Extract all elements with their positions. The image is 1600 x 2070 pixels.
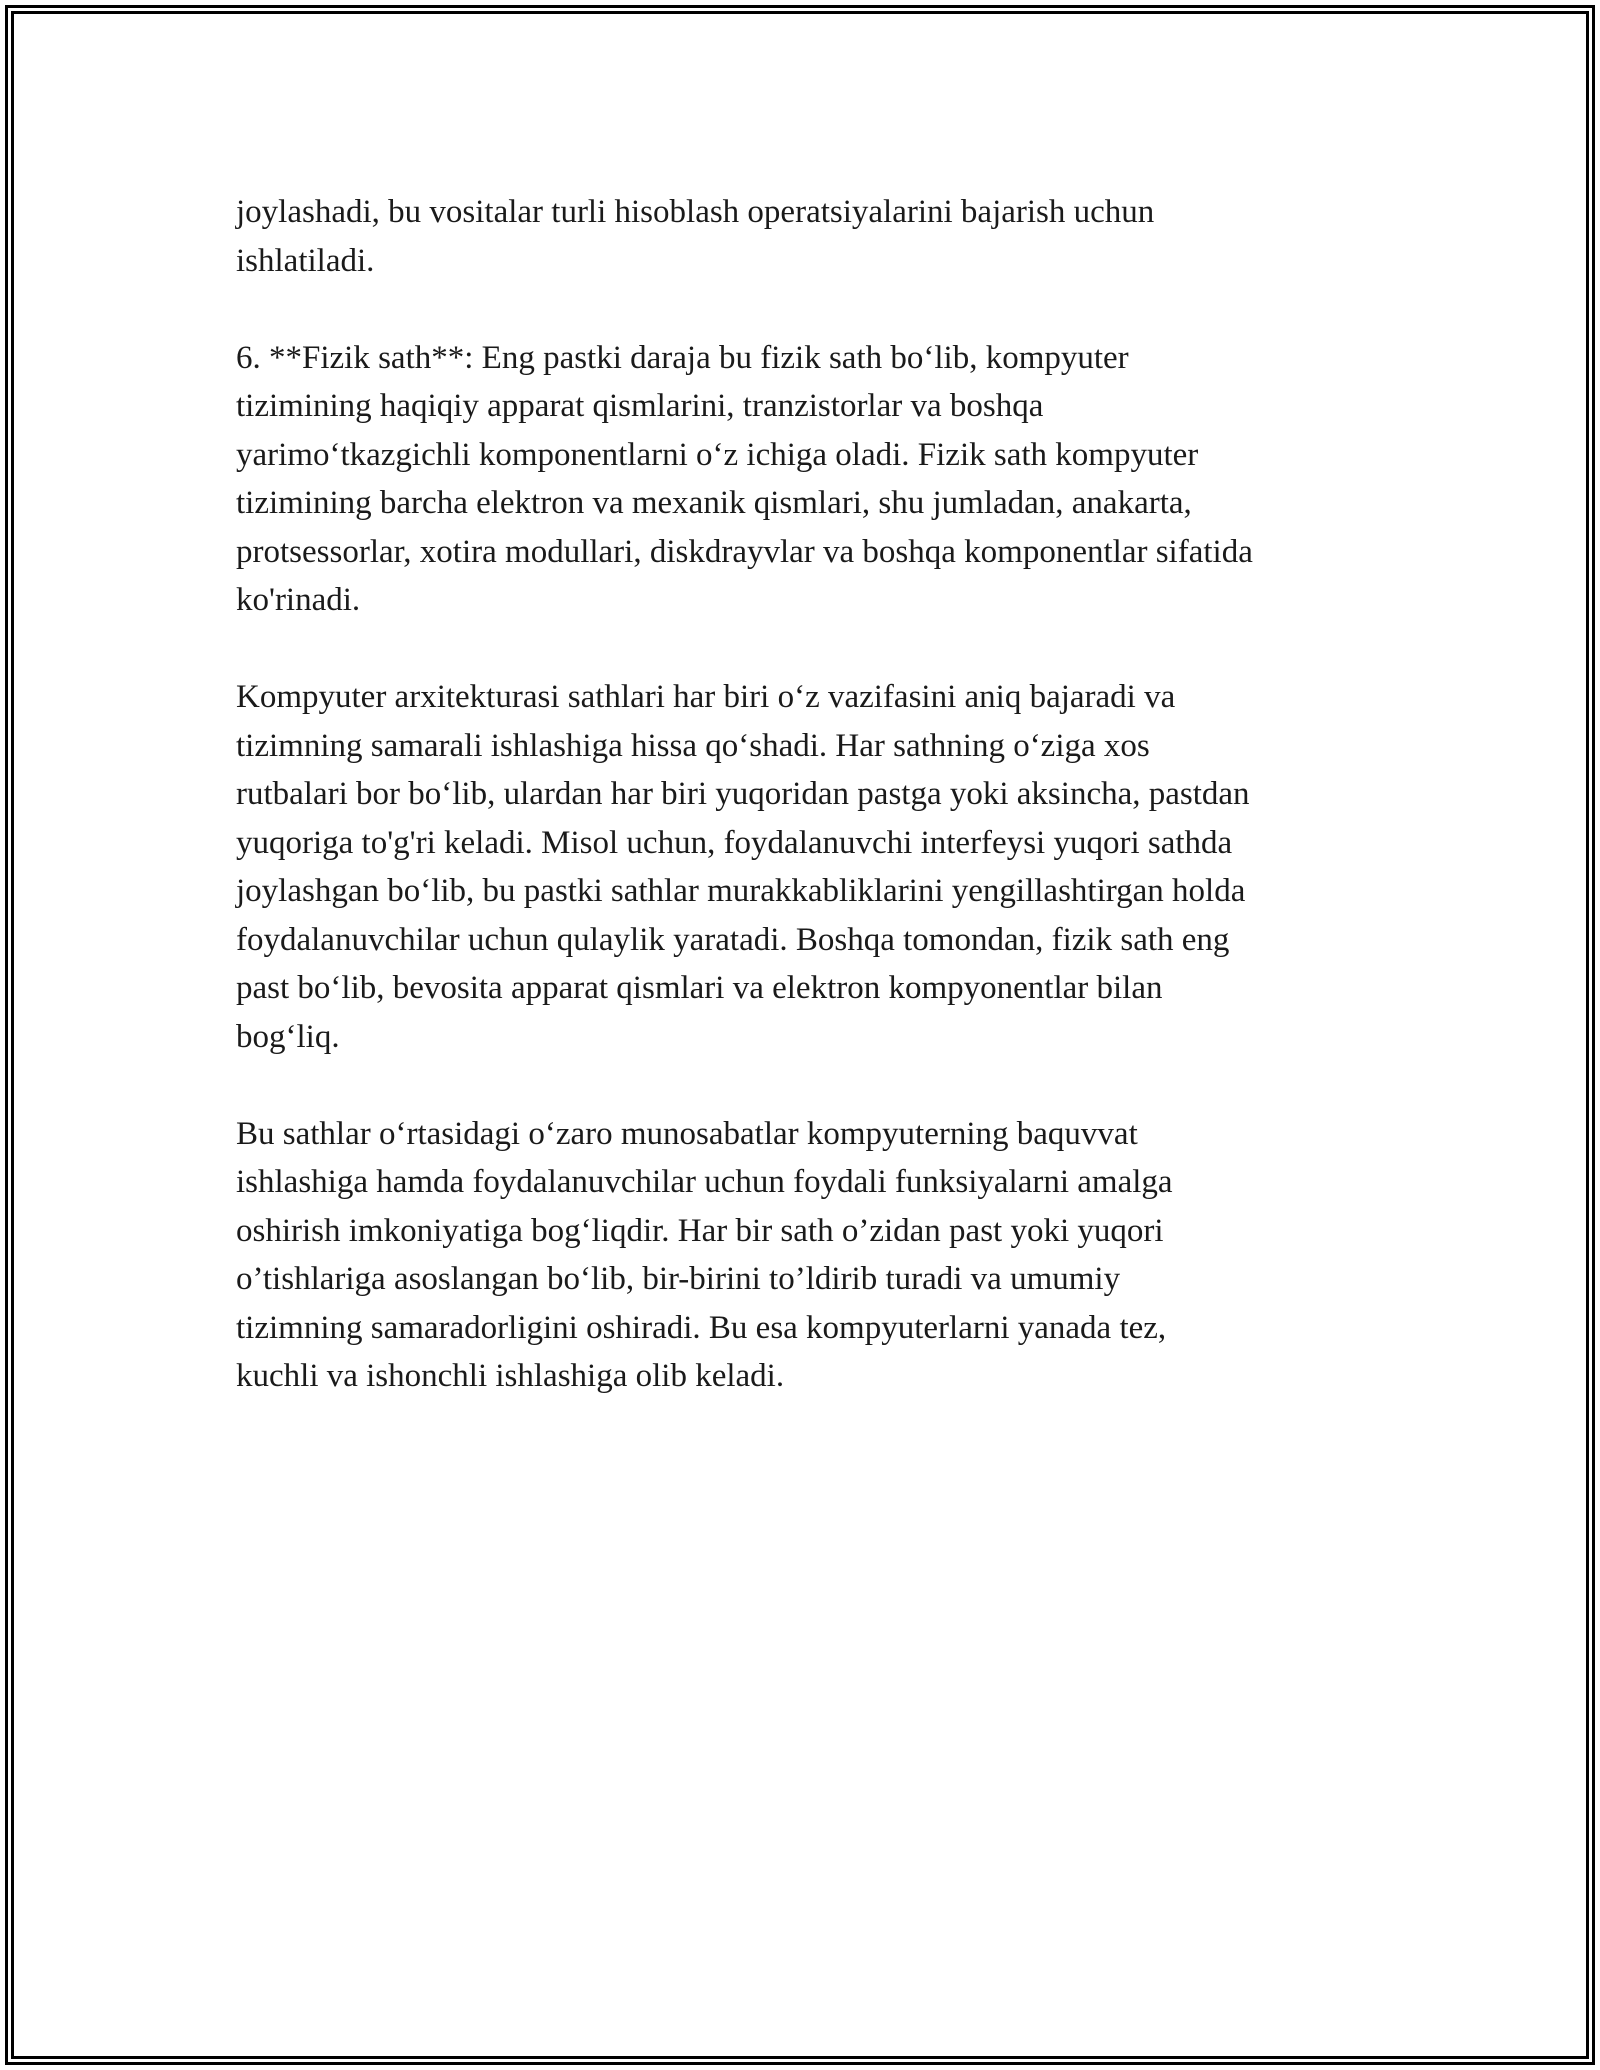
paragraph-physical-layer: 6. **Fizik sath**: Eng pastki daraja bu fizik sath bo‘lib, kompyuter tizimining haqiqiy apparat qismlarini, tranzistorlar va boshqa yarimo‘tkazgichli komponentlarni o‘z ichiga oladi. Fizik sath kompyuter tizimining barcha elektron va mexanik qismlari, shu jumladan, anakarta, protsessorlar, xotira modullari, diskdrayvlar va boshqa komponentlar sifatida ko'rinadi.	[236, 339, 1253, 618]
paragraph-continuation: joylashadi, bu vositalar turli hisoblash operatsiyalarini bajarish uchun ishlatiladi.	[236, 194, 1155, 279]
paragraph-architecture-layers: Kompyuter arxitekturasi sathlari har biri o‘z vazifasini aniq bajaradi va tizimning samarali ishlashiga hissa qo‘shadi. Har sathning o‘ziga xos rutbalari bor bo‘lib, ulardan har biri yuqoridan pastga yoki aksincha, pastdan yuqoriga to'g'ri keladi. Misol uchun, foydalanuvchi interfeysi yuqori sathda joylashgan bo‘lib, bu pastki sathlar murakkabliklarini yengillashtirgan holda foydalanuvchilar uchun qulaylik yaratadi. Boshqa tomondan, fizik sath eng past bo‘lib, bevosita apparat qismlari va elektron kompyonentlar bilan bog‘liq.	[236, 679, 1250, 1055]
document-body	[236, 188, 1386, 1449]
paragraph-layer-relations: Bu sathlar o‘rtasidagi o‘zaro munosabatlar kompyuterning baquvvat ishlashiga hamda foydalanuvchilar uchun foydali funksiyalarni amalga oshirish imkoniyatiga bog‘liqdir. Har bir sath o’zidan past yoki yuqori o’tishlariga asoslangan bo‘lib, bir-birini to’ldirib turadi va umumiy tizimning samaradorligini oshiradi. Bu esa kompyuterlarni yanada tez, kuchli va ishonchli ishlashiga olib keladi.	[236, 1115, 1173, 1394]
